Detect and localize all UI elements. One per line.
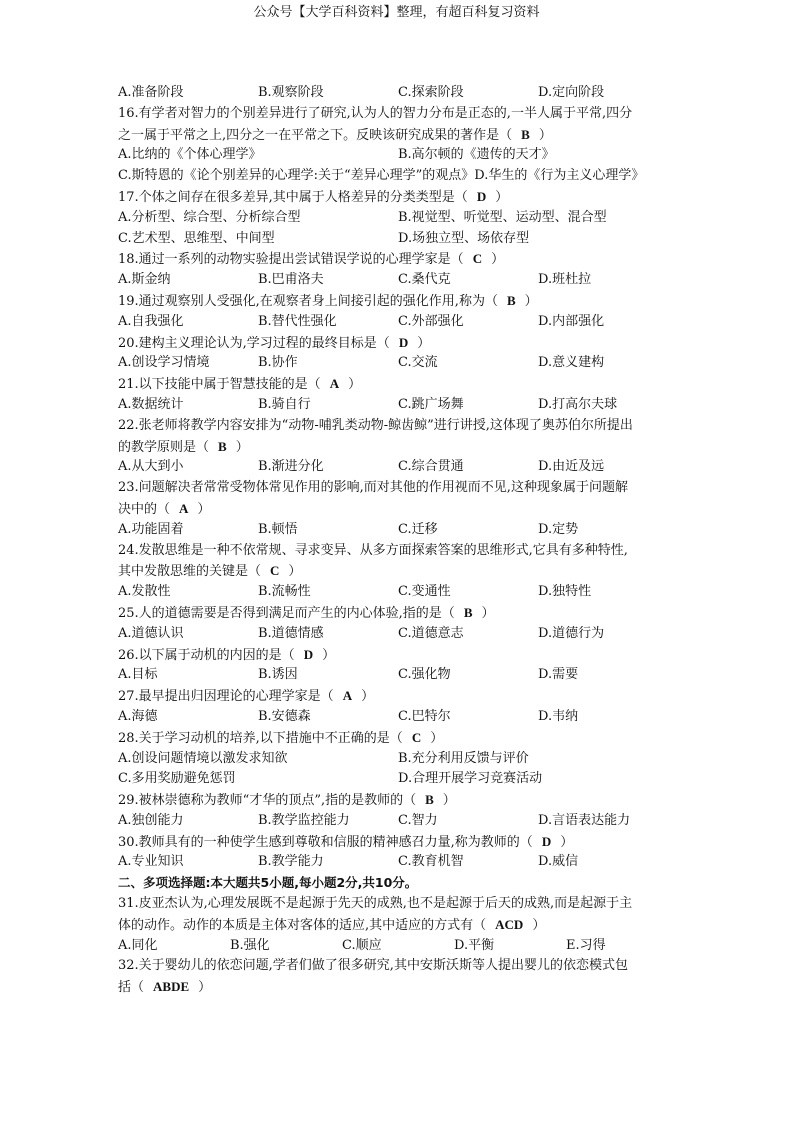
q27-options	[118, 707, 678, 728]
q24-options	[118, 582, 678, 603]
q31-stem-line2: 体的动作。动作的本质是主体对客体的适应,其中适应的方式有（ ACD ）	[118, 915, 678, 936]
answer: A	[342, 688, 353, 704]
option: D.独特性	[538, 584, 592, 600]
q23-stem-line2: 决中的（ A ）	[118, 499, 678, 520]
option: B.安德森	[258, 708, 311, 724]
option: C.智力	[398, 812, 438, 828]
q19-stem: 19.通过观察别人受强化,在观察者身上间接引起的强化作用,称为（ B ）	[118, 291, 678, 312]
option: C.跳广场舞	[398, 396, 464, 412]
answer: ACD	[495, 916, 524, 932]
option: C.教育机智	[398, 854, 464, 870]
option: A.比纳的《个体心理学》	[118, 147, 262, 163]
option: C.迁移	[398, 521, 438, 537]
option: D.韦纳	[538, 708, 579, 724]
option: C.巴特尔	[398, 708, 451, 724]
option: A.同化	[118, 937, 158, 953]
q29-options	[118, 811, 678, 832]
q17-options-row1	[118, 208, 678, 229]
q31-stem-line1: 31.皮亚杰认为,心理发展既不是起源于先天的成熟,也不是起源于后天的成熟,而是起源于主	[118, 896, 633, 912]
page-header: 公众号【大学百科资料】整理，有超百科复习资料	[253, 5, 540, 20]
option: B.强化	[230, 937, 270, 953]
q26-options	[118, 665, 678, 686]
option: A.道德认识	[118, 625, 184, 641]
answer: D	[476, 188, 487, 204]
q22-stem-line1: 22.张老师将教学内容安排为“动物-哺乳类动物-鲸齿鲸”进行讲授,这体现了奥苏伯尔所提出	[118, 417, 633, 433]
option: D.由近及远	[538, 459, 605, 475]
q23-options	[118, 520, 678, 541]
option: B.渐进分化	[258, 459, 324, 475]
answer: B	[218, 438, 227, 454]
q24-stem-line2: 其中发散思维的关键是（ C ）	[118, 561, 678, 582]
option: C.多用奖励避免惩罚	[118, 771, 236, 787]
option: B.道德情感	[258, 625, 324, 641]
q28-options-row1	[118, 749, 678, 770]
option: B.视觉型、听觉型、运动型、混合型	[398, 209, 607, 225]
option: B.诱因	[258, 667, 298, 683]
option: B.骑自行	[258, 396, 311, 412]
option: D.内部强化	[538, 313, 605, 329]
answer: B	[521, 126, 530, 142]
q16-stem-line1: 16.有学者对智力的个别差异进行了研究,认为人的智力分布是正态的,一半人属于平常,四分	[118, 105, 633, 121]
option: B.充分利用反馈与评价	[398, 750, 529, 766]
q17-options-row2	[118, 229, 678, 250]
q16-stem-line2: 之一属于平常之上,四分之一在平常之下。反映该研究成果的著作是（ B ）	[118, 125, 678, 146]
q19-options	[118, 312, 678, 333]
option: A.创设学习情境	[118, 355, 210, 371]
option: C.变通性	[398, 584, 451, 600]
option: D.合理开展学习竞赛活动	[398, 771, 543, 787]
option: A.独创能力	[118, 812, 184, 828]
option: B.高尔顿的《遗传的天才》	[398, 147, 555, 163]
q25-stem: 25.人的道德需要是否得到满足而产生的内心体验,指的是（ B ）	[118, 603, 678, 624]
option: D.场独立型、场依存型	[398, 230, 530, 246]
option: C.强化物	[398, 667, 451, 683]
q15-options	[118, 83, 678, 104]
answer: C	[270, 563, 280, 579]
option: A.斯金纳	[118, 272, 171, 288]
q22-stem-line2: 的教学原则是（ B ）	[118, 437, 678, 458]
option: D.打高尔夫球	[538, 396, 618, 412]
option: B.替代性强化	[258, 313, 337, 329]
q16-options-row1	[118, 145, 678, 166]
q17-stem: 17.个体之间存在很多差异,其中属于人格差异的分类类型是（ D ）	[118, 187, 678, 208]
option: C.探索阶段	[398, 85, 464, 100]
q21-stem: 21.以下技能中属于智慧技能的是（ A ）	[118, 374, 678, 395]
option: A.目标	[118, 667, 158, 683]
answer: A	[329, 376, 340, 392]
option: B.巴甫洛夫	[258, 272, 324, 288]
option: D.需要	[538, 667, 579, 683]
answer: B	[506, 292, 516, 308]
option: A.分析型、综合型、分析综合型	[118, 209, 301, 225]
answer: D	[398, 334, 409, 350]
option: A.发散性	[118, 584, 171, 600]
option: B.协作	[258, 355, 298, 371]
option: E.习得	[566, 937, 606, 953]
option: C.外部强化	[398, 313, 464, 329]
option: D.威信	[538, 854, 579, 870]
q20-stem: 20.建构主义理论认为,学习过程的最终目标是（ D ）	[118, 333, 678, 354]
option: D.班杜拉	[538, 272, 592, 288]
option: C.道德意志	[398, 625, 464, 641]
option: B.教学能力	[258, 854, 324, 870]
q24-stem-line1: 24.发散思维是一种不依常规、寻求变异、从多方面探索答案的思维形式,它具有多种特性,	[118, 542, 628, 558]
q28-stem: 28.关于学习动机的培养,以下措施中不正确的是（ C ）	[118, 728, 678, 749]
q32-stem-line1: 32.关于婴幼儿的依恋问题,学者们做了很多研究,其中安斯沃斯等人提出婴儿的依恋模式包	[118, 958, 628, 974]
q29-stem: 29.被林崇德称为教师“才华的顶点”,指的是教师的（ B ）	[118, 790, 678, 811]
answer: A	[179, 500, 189, 516]
option: D.言语表达能力	[538, 812, 631, 828]
option: A.海德	[118, 708, 158, 724]
answer: D	[541, 833, 552, 849]
q18-options	[118, 270, 678, 291]
option: C.综合贯通	[398, 459, 464, 475]
answer: C	[472, 251, 483, 267]
option: C.交流	[398, 355, 438, 371]
option: C.艺术型、思维型、中间型	[118, 230, 275, 246]
option: D.定向阶段	[538, 85, 605, 100]
q23-stem-line1: 23.问题解决者常常受物体常见作用的影响,而对其他的作用视而不见,这种现象属于问题解	[118, 480, 628, 496]
q22-options	[118, 457, 678, 478]
option: A.专业知识	[118, 854, 184, 870]
option: B.教学监控能力	[258, 812, 350, 828]
option: A.自我强化	[118, 313, 184, 329]
q26-stem: 26.以下属于动机的内因的是（ D ）	[118, 645, 678, 666]
answer: B	[463, 604, 473, 620]
option: C.桑代克	[398, 272, 451, 288]
option: D.平衡	[454, 937, 495, 953]
answer: ABDE	[153, 979, 190, 995]
q32-stem-line2: 括（ ABDE ）	[118, 977, 678, 998]
answer: D	[303, 646, 314, 662]
answer: B	[425, 792, 434, 808]
q30-options	[118, 852, 678, 873]
option: A.功能固着	[118, 521, 184, 537]
question-list	[118, 83, 678, 998]
q16-options-row2: C.斯特恩的《论个别差异的心理学:关于“差异心理学”的观点》D.华生的《行为主义心理学》	[118, 168, 645, 184]
option: D.意义建构	[538, 355, 605, 371]
option: A.准备阶段	[118, 85, 184, 100]
option: A.从大到小	[118, 459, 184, 475]
q27-stem: 27.最早提出归因理论的心理学家是（ A ）	[118, 686, 678, 707]
q21-options	[118, 395, 678, 416]
option: B.观察阶段	[258, 85, 324, 100]
q18-stem: 18.通过一系列的动物实验提出尝试错误学说的心理学家是（ C ）	[118, 249, 678, 270]
option: B.流畅性	[258, 584, 311, 600]
option: A.数据统计	[118, 396, 184, 412]
q30-stem: 30.教师具有的一种使学生感到尊敬和信服的精神感召力量,称为教师的（ D ）	[118, 832, 678, 853]
q28-options-row2	[118, 769, 678, 790]
section-heading: 二、多项选择题:本大题共5小题,每小题2分,共10分。	[118, 875, 418, 891]
option: D.道德行为	[538, 625, 605, 641]
answer: C	[411, 729, 422, 745]
q25-options	[118, 624, 678, 645]
option: C.顺应	[342, 937, 382, 953]
option: B.顿悟	[258, 521, 298, 537]
q31-options	[118, 936, 678, 957]
option: D.定势	[538, 521, 579, 537]
q20-options	[118, 353, 678, 374]
option: A.创设问题情境以激发求知欲	[118, 750, 288, 766]
